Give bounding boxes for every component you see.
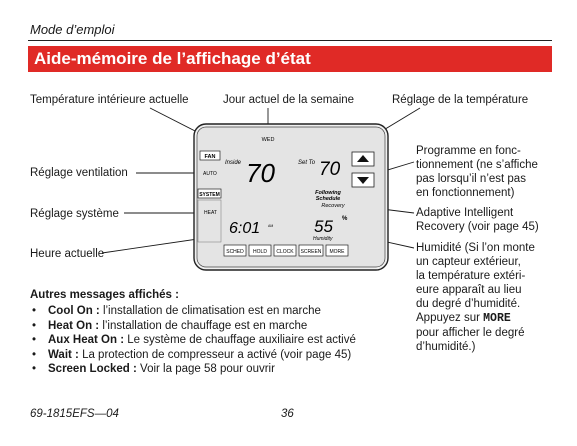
following-label: Following <box>315 190 341 196</box>
list-item <box>30 304 390 319</box>
time-display: 6:01 <box>229 220 261 237</box>
header-mode: Mode d’emploi <box>30 22 115 37</box>
fan-value: AUTO <box>203 171 217 177</box>
setto-label: Set To <box>298 160 316 166</box>
document-code: 69-1815EFS—04 <box>30 408 119 420</box>
list-item <box>30 348 390 363</box>
messages-title: Autres messages affichés : <box>30 289 179 301</box>
callout-recovery-line: Adaptive Intelligent <box>416 207 514 219</box>
list-item <box>30 319 390 334</box>
message-desc: l’installation de climatisation est en marche <box>99 305 321 317</box>
system-value: HEAT <box>204 210 217 216</box>
callout-program-line: Programme en fonc- <box>416 145 521 157</box>
callout-humidity-press: Appuyez sur <box>416 312 480 324</box>
message-desc: l’installation de chauffage est en marche <box>99 319 308 332</box>
callout-humidity-line: un capteur extérieur, <box>416 256 521 268</box>
hold-label: HOLD <box>253 249 267 255</box>
humidity-label: Humidity <box>313 236 333 242</box>
sched-label: SCHED <box>226 249 244 255</box>
callout-humidity-line: Humidité (Si l’on monte <box>416 242 535 254</box>
callout-indoor-temp: Température intérieure actuelle <box>30 94 189 106</box>
message-desc: La protection de compresseur a activé (voir page 45) <box>78 348 352 361</box>
callout-program-line: en fonctionnement) <box>416 187 515 199</box>
inside-label: Inside <box>225 160 242 166</box>
humidity-value: 55 <box>314 217 333 236</box>
message-term: Aux Heat On : <box>48 334 125 346</box>
callout-humidity-line: du degré d’humidité. <box>416 298 521 310</box>
screen-label: SCREEN <box>300 249 322 255</box>
setto-temp: 70 <box>319 159 341 180</box>
page-number: 36 <box>281 408 294 420</box>
time-suffix: AM <box>268 224 274 228</box>
callout-program-line: tionnement (ne s’affiche <box>416 159 538 171</box>
callout-recovery-line: Recovery (voir page 45) <box>416 221 539 233</box>
callout-humidity-line: la température extéri- <box>416 270 526 282</box>
more-label: MORE <box>329 249 345 255</box>
callout-current-day: Jour actuel de la semaine <box>223 94 355 106</box>
message-term: Wait : <box>48 348 79 361</box>
message-desc: Le système de chauffage auxiliaire est activé <box>124 334 356 346</box>
message-term: Cool On : <box>48 305 100 317</box>
day-indicator: WED <box>261 137 275 143</box>
callout-system-setting: Réglage système <box>30 208 119 220</box>
callout-temp-setting: Réglage de la température <box>392 94 529 106</box>
schedule-label: Schedule <box>315 196 341 202</box>
message-term: Heat On : <box>48 319 100 332</box>
messages-list <box>30 304 390 377</box>
system-label: SYSTEM <box>199 192 220 198</box>
callout-humidity-line: d’humidité.) <box>416 341 476 353</box>
callout-fan-setting: Réglage ventilation <box>30 167 128 179</box>
callout-humidity-line: eure apparaît au lieu <box>416 284 522 296</box>
inside-temp: 70 <box>246 158 275 188</box>
fan-label: FAN <box>204 154 216 160</box>
callout-humidity-line: pour afficher le degré <box>416 327 525 339</box>
recovery-label: Recovery <box>321 203 345 209</box>
humidity-unit: % <box>342 216 348 222</box>
message-desc: Voir la page 58 pour ouvrir <box>136 363 275 375</box>
list-item <box>30 333 390 348</box>
callout-program-line: pas lorsqu’il n’est pas <box>416 173 526 185</box>
section-banner: Aide-mémoire de l’affichage d’état <box>28 46 552 72</box>
list-item <box>30 362 390 377</box>
more-keyword: MORE <box>483 312 511 325</box>
callout-current-time: Heure actuelle <box>30 248 105 260</box>
message-term: Screen Locked : <box>48 363 137 375</box>
clock-label: CLOCK <box>276 249 294 255</box>
soft-buttons <box>224 245 348 256</box>
